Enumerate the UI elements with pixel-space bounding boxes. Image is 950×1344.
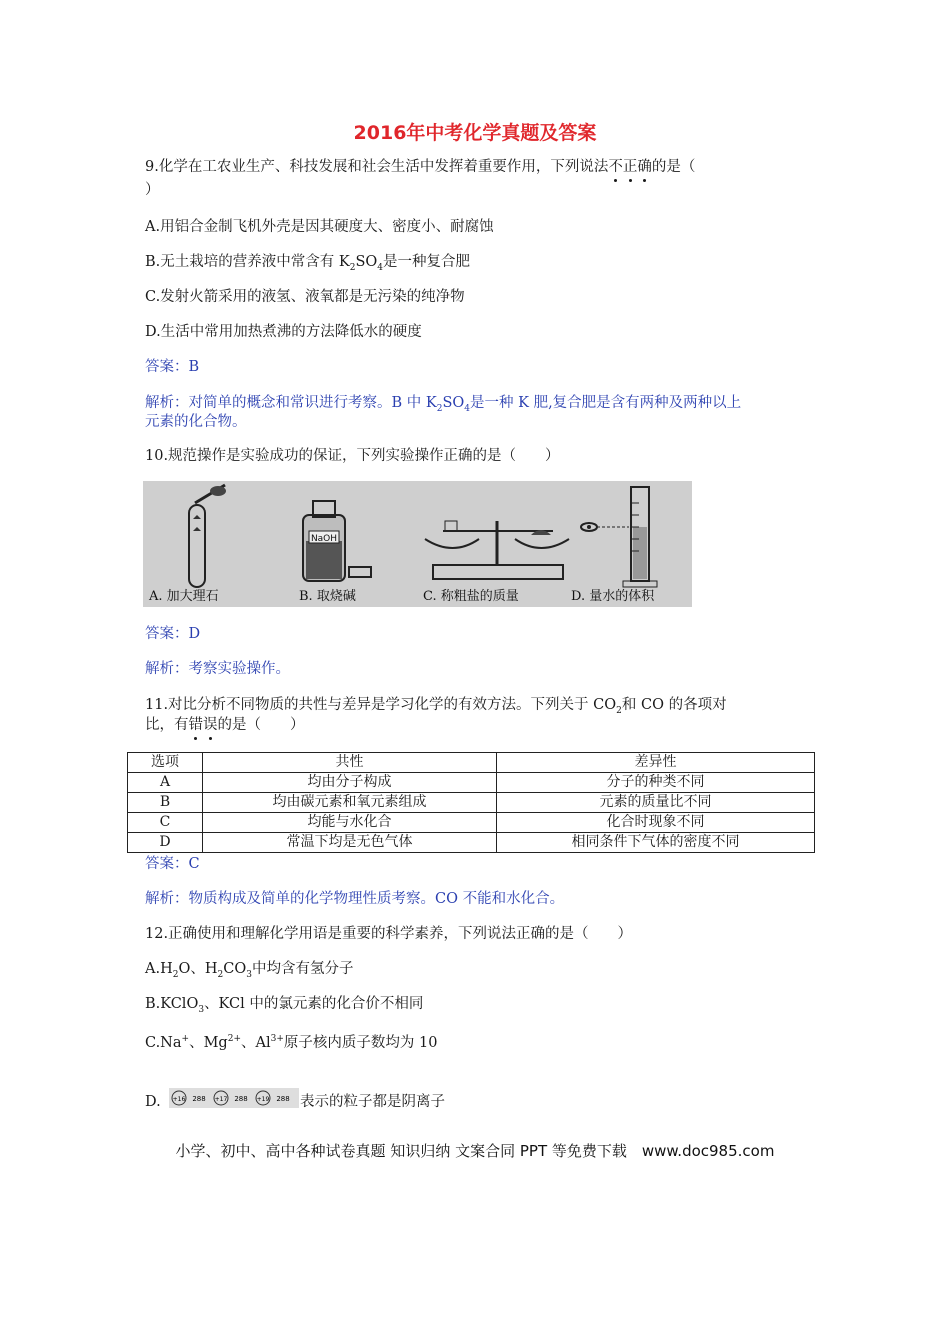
table-header: 选项 [128, 753, 203, 773]
q11-stem-line2: 比，有错误的是（ ） [145, 717, 305, 733]
q9-analysis-line2: 元素的化合物。 [145, 414, 247, 430]
q9-option-b: B.无土栽培的营养液中常含有 $K_2SO_4$是一种复合肥 [145, 254, 471, 273]
q9-answer: 答案：B [145, 359, 200, 375]
svg-text:+16: +16 [172, 1096, 186, 1103]
table-row [128, 793, 815, 813]
caption-c: C. 称粗盐的质量 [423, 589, 519, 604]
q10-answer: 答案：D [145, 626, 201, 642]
bottle-label: NaOH [310, 534, 338, 544]
table-cell: 化合时现象不同 [497, 813, 815, 833]
table-cell: B [128, 793, 203, 813]
table-cell: 相同条件下气体的密度不同 [497, 833, 815, 853]
q9-stem-line2: ） [145, 182, 160, 198]
emphasis-char: 正 [622, 159, 638, 175]
page-title: 2016年中考化学真题及答案 [353, 122, 597, 144]
q12-stem: 12.正确使用和理解化学用语是重要的科学素养，下列说法正确的是（ ） [145, 926, 633, 942]
ion-diagram-3 [256, 1091, 290, 1105]
footer-banner: 小学、初中、高中各种试卷真题 知识归纳 文案合同 PPT 等免费下载 www.doc985.com [175, 1142, 775, 1160]
svg-text:+17: +17 [214, 1096, 228, 1103]
ion-diagram-1 [172, 1091, 206, 1105]
table-header-row [128, 753, 815, 773]
q12-option-a: $A.H_2O$、$H_2CO_3$中均含有氢分子 [145, 961, 354, 980]
q9-option-d: D.生活中常用加热煮沸的方法降低水的硬度 [145, 324, 422, 340]
caption-a: A. 加大理石 [149, 589, 219, 604]
q12-option-d-label: D. [145, 1094, 161, 1110]
ion-diagrams [169, 1088, 299, 1108]
ion-diagram-2 [214, 1091, 248, 1105]
table-cell: D [128, 833, 203, 853]
ion-structure-image [169, 1088, 299, 1108]
table-header: 差异性 [497, 753, 815, 773]
table-cell: 分子的种类不同 [497, 773, 815, 793]
table-cell: 常温下均是无色气体 [203, 833, 497, 853]
table-cell: 均由分子构成 [203, 773, 497, 793]
lab-operations-image [143, 481, 692, 607]
q12-option-c: C.Na+、$Mg^{2+}$、$Al^{3+}$原子核内质子数均为 10 [145, 1034, 438, 1051]
q11-stem: 11.对比分析不同物质的共性与差异是学习化学的有效方法。下列关于 $CO_2$和 CO 的各项对 [145, 697, 727, 716]
comparison-table [127, 752, 815, 853]
table-cell: 均由碳元素和氧元素组成 [203, 793, 497, 813]
svg-text:288: 288 [192, 1095, 206, 1103]
table-cell: 均能与水化合 [203, 813, 497, 833]
svg-text:288: 288 [276, 1095, 290, 1103]
balance-scale-icon [425, 521, 569, 579]
q9-analysis: 解析：对简单的概念和常识进行考察。B 中 $K_2SO_4$是一种 K 肥,复合肥是含有两种及两种以上 [145, 395, 742, 414]
table-cell: 元素的质量比不同 [497, 793, 815, 813]
table-cell: A [128, 773, 203, 793]
q12-option-b: B.KClO$_3$、KCl 中的氯元素的化合价不相同 [145, 996, 424, 1015]
q9-stem: 9.化学在工农业生产、科技发展和社会生活中发挥着重要作用，下列说法不正确的是（ [145, 159, 696, 175]
reagent-bottle-icon [303, 501, 371, 581]
svg-text:+19: +19 [256, 1096, 270, 1103]
graduated-cylinder-icon [581, 487, 657, 587]
svg-text:288: 288 [234, 1095, 248, 1103]
q9-option-a: A.用铝合金制飞机外壳是因其硬度大、密度小、耐腐蚀 [145, 219, 494, 235]
test-tube-icon [189, 485, 226, 587]
emphasis-char: 确 [637, 159, 652, 175]
table-row [128, 833, 815, 853]
table-cell: C [128, 813, 203, 833]
table-row [128, 813, 815, 833]
emphasis-char: 误 [203, 717, 218, 733]
q9-option-c: C.发射火箭采用的液氢、液氧都是无污染的纯净物 [145, 289, 465, 305]
caption-b: B. 取烧碱 [299, 589, 356, 604]
q10-analysis: 解析：考察实验操作。 [145, 661, 290, 677]
q12-option-d-text: 表示的粒子都是阴离子 [300, 1094, 445, 1110]
table-header: 共性 [203, 753, 497, 773]
table-row [128, 773, 815, 793]
q11-answer: 答案：C [145, 856, 200, 872]
q10-stem: 10.规范操作是实验成功的保证，下列实验操作正确的是（ ） [145, 448, 560, 464]
emphasis-char: 不 [608, 159, 623, 175]
caption-d: D. 量水的体积 [571, 589, 655, 604]
q11-analysis: 解析：物质构成及简单的化学物理性质考察。CO 不能和水化合。 [145, 891, 565, 907]
emphasis-char: 错 [188, 717, 203, 733]
